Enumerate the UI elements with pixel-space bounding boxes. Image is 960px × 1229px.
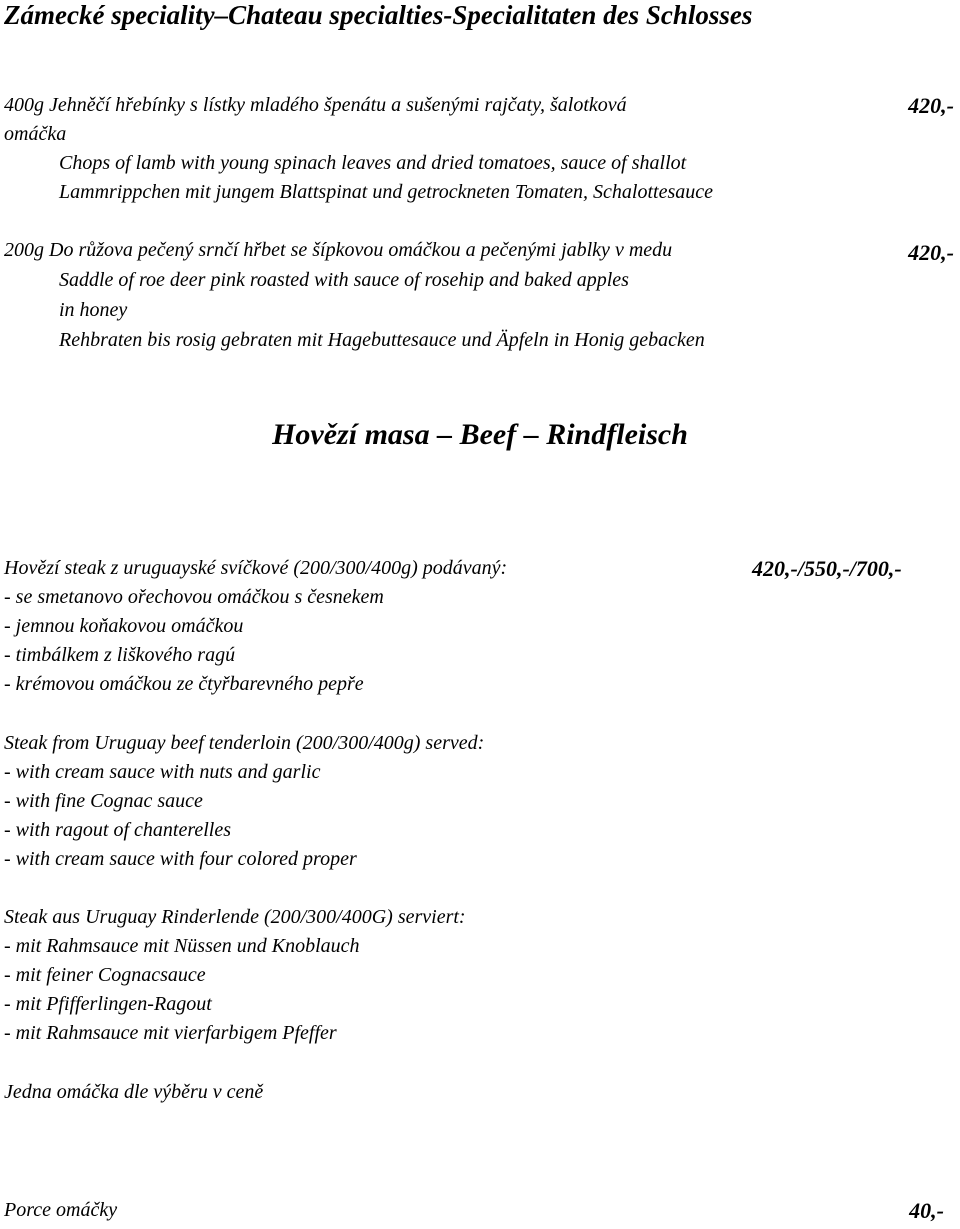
sauce-portion-label: Porce omáčky — [4, 1199, 118, 1221]
section-heading-beef: Hovězí masa – Beef – Rindfleisch — [272, 418, 688, 451]
sauce-option: - with ragout of chanterelles — [4, 819, 232, 841]
sauce-option: - with fine Cognac sauce — [4, 790, 203, 812]
beef-intro-de: Steak aus Uruguay Rinderlende (200/300/400G) serviert: — [4, 906, 466, 928]
item-line: Lammrippchen mit jungem Blattspinat und getrockneten Tomaten, Schalottesauce — [59, 181, 713, 203]
sauce-option: - mit Rahmsauce mit vierfarbigem Pfeffer — [4, 1022, 337, 1044]
sauce-option: - mit Pfifferlingen-Ragout — [4, 993, 212, 1015]
item-line: in honey — [59, 299, 128, 321]
sauce-option: - with cream sauce with four colored proper — [4, 848, 357, 870]
item-line: omáčka — [4, 123, 67, 145]
beef-price: 420,-/550,-/700,- — [752, 556, 902, 581]
sauce-option: - mit Rahmsauce mit Nüssen und Knoblauch — [4, 935, 360, 957]
sauce-option: - with cream sauce with nuts and garlic — [4, 761, 321, 783]
item-line: 200g Do růžova pečený srnčí hřbet se šípkovou omáčkou a pečenými jablky v medu — [4, 239, 673, 261]
sauce-note: Jedna omáčka dle výběru v ceně — [4, 1081, 264, 1103]
item-price: 420,- — [908, 240, 954, 265]
item-price: 420,- — [908, 93, 954, 118]
beef-intro-cz: Hovězí steak z uruguayské svíčkové (200/300/400g) podávaný: — [4, 557, 508, 579]
item-line: Saddle of roe deer pink roasted with sauce of rosehip and baked apples — [59, 269, 629, 291]
sauce-portion-price: 40,- — [909, 1198, 944, 1223]
item-line: 400g Jehněčí hřebínky s lístky mladého špenátu a sušenými rajčaty, šalotková — [4, 94, 627, 116]
sauce-option: - se smetanovo ořechovou omáčkou s česnekem — [4, 586, 384, 608]
sauce-option: - timbálkem z liškového ragú — [4, 644, 236, 666]
beef-intro-en: Steak from Uruguay beef tenderloin (200/300/400g) served: — [4, 732, 485, 754]
page-title: Zámecké speciality–Chateau specialties-Specialitaten des Schlosses — [4, 0, 753, 30]
sauce-option: - jemnou koňakovou omáčkou — [4, 615, 244, 637]
sauce-option: - mit feiner Cognacsauce — [4, 964, 206, 986]
item-line: Chops of lamb with young spinach leaves and dried tomatoes, sauce of shallot — [59, 152, 687, 174]
item-line: Rehbraten bis rosig gebraten mit Hagebuttesauce und Äpfeln in Honig gebacken — [59, 329, 705, 351]
sauce-option: - krémovou omáčkou ze čtyřbarevného pepře — [4, 673, 364, 695]
